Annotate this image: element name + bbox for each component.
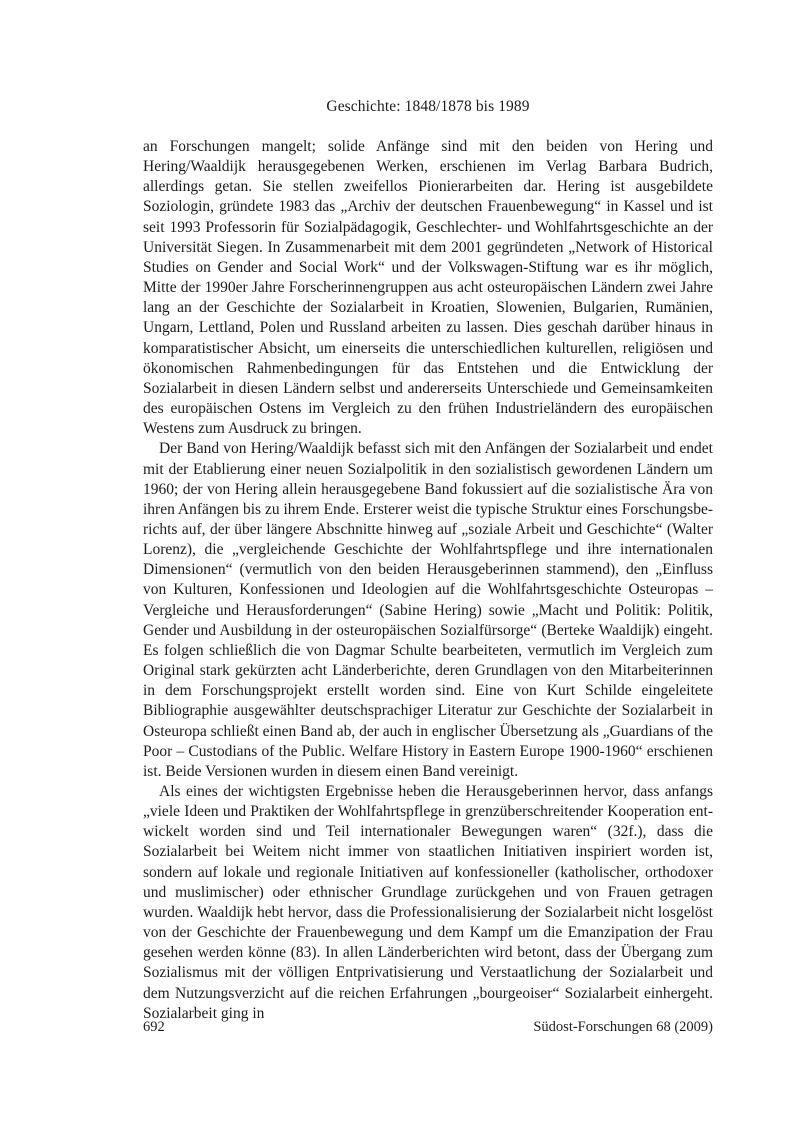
paragraph-2: Der Band von Hering/Waaldijk befasst sich mit den Anfängen der Sozialarbeit und endet mit der Etablierung einer neuen Sozialpolitik in den sozialistisch gewordenen Ländern um 1960; der von Hering allein herausgegebene Band fokussiert auf die sozialistische Ära von ihren Anfängen bis zu ihrem Ende. Ersterer weist die typische Struktur eines Forschungsberichts auf, der über längere Abschnitte hinweg auf „soziale Arbeit und Geschichte“ (Walter Lorenz), die „vergleichende Geschichte der Wohlfahrtspflege und ihre internationalen Dimensionen“ (vermutlich von den beiden Herausgeberinnen stammend), den „Einfluss von Kulturen, Konfessionen und Ideologien auf die Wohlfahrtsgeschichte Osteuropas – Vergleiche und Herausforderungen“ (Sabine Hering) sowie „Macht und Politik: Politik, Gender und Ausbildung in der osteuropäischen Sozialfürsorge“ (Berteke Waaldijk) eingeht. Es folgen schließlich die von Dagmar Schulte bearbeiteten, vermutlich im Vergleich zum Original stark gekürzten acht Länderberichte, deren Grundlagen von den Mitarbeiterinnen in dem Forschungsprojekt erstellt worden sind. Eine von Kurt Schilde eingeleitete Bibliographie ausgewählter deutschsprachiger Literatur zur Geschichte der Sozialarbeit in Osteuropa schließt einen Band ab, der auch in englischer Übersetzung als „Guardians of the Poor – Custodians of the Public. Welfare History in Eastern Europe 1900-1960“ erschienen ist. Beide Versionen wurden in diesem einen Band vereinigt.: [143, 440, 713, 780]
paragraph-1: an Forschungen mangelt; solide Anfänge sind mit den beiden von Hering und Hering/Waaldijk herausgegebenen Werken, erschienen im Verlag Barbara Budrich, allerdings getan. Sie stellen zweifellos Pionierarbeiten dar. Hering ist ausgebildete Soziologin, gründete 1983 das „Archiv der deutschen Frauenbewegung“ in Kassel und ist seit 1993 Professorin für Sozialpädagogik, Geschlechter- und Wohlfahrtsgeschichte an der Universität Siegen. In Zusammenarbeit mit dem 2001 gegründeten „Network of Historical Studies on Gender and Social Work“ und der Volkswagen-Stiftung war es ihr möglich, Mitte der 1990er Jahre Forscherinnengruppen aus acht osteuropäischen Ländern zwei Jahre lang an der Geschichte der Sozialarbeit in Kroatien, Slowenien, Bulgarien, Rumänien, Ungarn, Lettland, Polen und Russland arbeiten zu lassen. Dies geschah darüber hinaus in komparatistischer Absicht, um einerseits die unterschiedlichen kulturellen, religiösen und ökonomischen Rahmenbedingungen für das Entstehen und die Entwicklung der Sozialarbeit in diesen Ländern selbst und andererseits Unterschiede und Gemeinsamkeiten des europäischen Ostens im Vergleich zu den frühen Industrieländern des europäischen Westens zum Ausdruck zu bringen.: [143, 138, 713, 438]
paragraph-3: Als eines der wichtigsten Ergebnisse heben die Herausgeberinnen hervor, dass anfangs „viele Ideen und Praktiken der Wohlfahrtspflege in grenzüberschreitender Kooperation entwickelt worden sind und Teil internationaler Bewegungen waren“ (32f.), dass die Sozialarbeit bei Weitem nicht immer von staatlichen Initiativen inspiriert worden ist, sondern auf lokale und regionale Initiativen auf konfessioneller (katholischer, orthodoxer und muslimischer) oder ethnischer Grundlage zurückgehen und von Frauen getragen wurden. Waaldijk hebt hervor, dass die Professionalisierung der Sozialarbeit nicht losgelöst von der Geschichte der Frauenbewegung und dem Kampf um die Emanzipation der Frau gesehen werden könne (83). In allen Länderberichten wird betont, dass der Übergang zum Sozialismus mit der völligen Entprivatisierung und Verstaatlichung der Sozialarbeit und dem Nutzungsverzicht auf die reichen Erfahrungen „bourgeoiser“ Sozialarbeit einhergeht. Sozialarbeit ging in: [143, 783, 713, 1022]
body-text: [143, 137, 713, 1024]
journal-citation: Südost-Forschungen 68 (2009): [533, 1019, 713, 1035]
running-head: Geschichte: 1848/1878 bis 1989: [326, 98, 530, 115]
page-number: 692: [143, 1019, 165, 1035]
